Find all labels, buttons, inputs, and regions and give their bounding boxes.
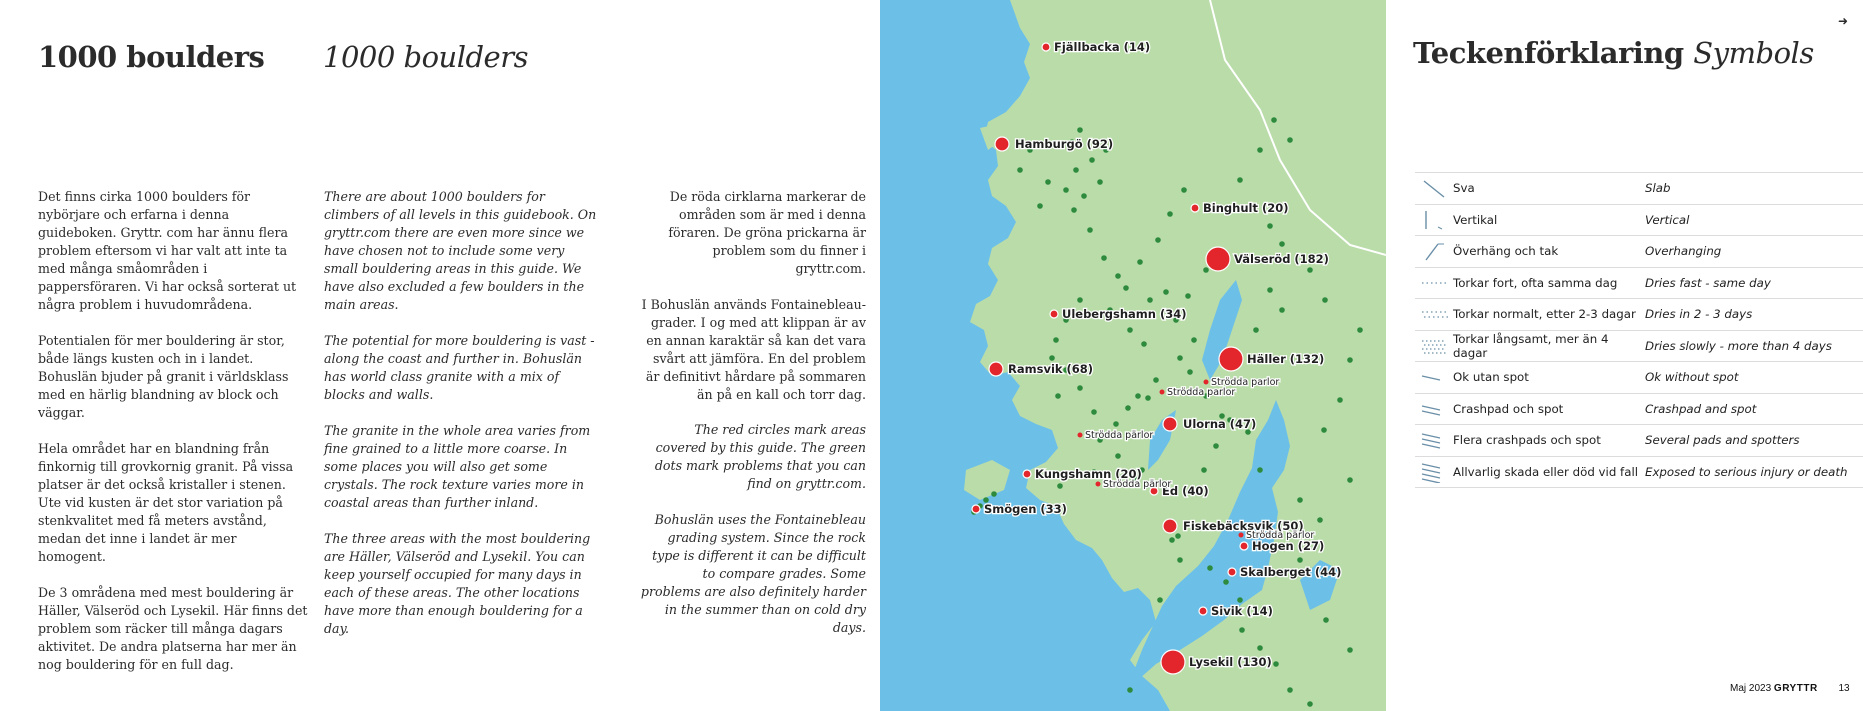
problem-dot[interactable] xyxy=(1207,565,1213,571)
area-marker[interactable] xyxy=(989,362,1003,376)
problem-dot[interactable] xyxy=(1337,397,1343,403)
problem-dot[interactable] xyxy=(1287,137,1293,143)
problem-dot[interactable] xyxy=(1101,255,1107,261)
problem-dot[interactable] xyxy=(1307,701,1313,707)
area-label: Lysekil (130) xyxy=(1189,655,1272,669)
dries-slow-icon xyxy=(1415,335,1453,357)
legend-label-sv: Flera crashpads och spot xyxy=(1453,433,1601,448)
problem-dot[interactable] xyxy=(1297,557,1303,563)
map-notes-sv xyxy=(640,188,866,422)
area-marker[interactable] xyxy=(1050,310,1058,318)
problem-dot[interactable] xyxy=(1317,517,1323,523)
problem-dot[interactable] xyxy=(1017,167,1023,173)
problem-dot[interactable] xyxy=(1037,203,1043,209)
problem-dot[interactable] xyxy=(1091,409,1097,415)
legend-label-sv: Överhäng och tak xyxy=(1453,244,1559,259)
problem-dot[interactable] xyxy=(1153,377,1159,383)
area-marker[interactable] xyxy=(995,137,1009,151)
legend-row xyxy=(1415,267,1863,299)
area-label: Hogen (27) xyxy=(1252,539,1325,553)
problem-dot[interactable] xyxy=(1347,647,1353,653)
area-marker[interactable] xyxy=(1228,568,1236,576)
slab-icon xyxy=(1415,177,1453,199)
notes-en-paragraph-1: The red circles mark areas covered by this guide. The green dots mark problems that you can find on gryttr.com. xyxy=(654,422,866,491)
area-marker[interactable] xyxy=(1199,607,1207,615)
area-label: Ulorna (47) xyxy=(1183,417,1257,431)
problem-dot[interactable] xyxy=(1321,427,1327,433)
problem-dot[interactable] xyxy=(1049,355,1055,361)
problem-dot[interactable] xyxy=(1087,227,1093,233)
vertical-icon xyxy=(1415,209,1453,231)
legend-label-en: Overhanging xyxy=(1645,244,1722,259)
problem-dot[interactable] xyxy=(1223,579,1229,585)
several-pads-icon xyxy=(1415,429,1453,451)
problem-dot[interactable] xyxy=(1287,687,1293,693)
scattered-marker[interactable] xyxy=(1204,380,1209,385)
legend-heading xyxy=(1413,36,1814,70)
problem-dot[interactable] xyxy=(1347,357,1353,363)
problem-dot[interactable] xyxy=(1177,355,1183,361)
problem-dot[interactable] xyxy=(1181,187,1187,193)
sv-paragraph-2: Potentialen för mer bouldering är stor, både längs kusten och in i landet. Bohuslän bjuder på granit i världsklass med en härlig blandning av block och väggar. xyxy=(38,333,289,420)
scattered-label: Strödda pärlor xyxy=(1246,530,1315,541)
notes-en-paragraph-2: Bohuslän uses the Fontainebleau grading system. Since the rock type is different it can be difficult to compare grades. Some problems are also definitely harder in the summer than on cold dry days. xyxy=(640,512,866,635)
problem-dot[interactable] xyxy=(1163,289,1169,295)
problem-dot[interactable] xyxy=(1239,627,1245,633)
problem-dot[interactable] xyxy=(1071,207,1077,213)
area-marker[interactable] xyxy=(1161,650,1185,674)
scattered-marker[interactable] xyxy=(1160,390,1165,395)
footer-date: Maj 2023 xyxy=(1730,683,1772,694)
problem-dot[interactable] xyxy=(1297,497,1303,503)
problem-dot[interactable] xyxy=(1237,177,1243,183)
legend-row xyxy=(1415,298,1863,330)
problem-dot[interactable] xyxy=(1115,273,1121,279)
problem-dot[interactable] xyxy=(1077,127,1083,133)
footer xyxy=(1730,683,1850,694)
sv-paragraph-3: Hela området har en blandning från finkornig till grovkornig granit. På vissa platser är det också kristaller i stenen. Ute vid kusten är det stor variation på stenkvalitet med få meters avstånd, medan det inne i landet är mer homogent. xyxy=(38,441,294,564)
overview-map[interactable] xyxy=(880,0,1386,711)
area-marker[interactable] xyxy=(1219,347,1243,371)
problem-dot[interactable] xyxy=(1267,287,1273,293)
problem-dot[interactable] xyxy=(1053,337,1059,343)
footer-page-number: 13 xyxy=(1838,683,1850,694)
problem-dot[interactable] xyxy=(1185,293,1191,299)
no-spot-icon xyxy=(1415,366,1453,388)
problem-dot[interactable] xyxy=(1257,645,1263,651)
legend-table xyxy=(1415,172,1863,488)
problem-dot[interactable] xyxy=(1177,557,1183,563)
legend-row xyxy=(1415,424,1863,456)
footer-brand: GRYTTR xyxy=(1773,683,1818,694)
legend-label-en: Slab xyxy=(1645,181,1671,196)
map-notes-en xyxy=(640,421,866,655)
legend-label-en: Dries fast - same day xyxy=(1645,275,1771,290)
en-paragraph-2: The potential for more bouldering is vast - along the coast and further in. Bohuslän has world class granite with a mix of blocks and walls. xyxy=(324,333,595,402)
problem-dot[interactable] xyxy=(1323,617,1329,623)
problem-dot[interactable] xyxy=(1167,211,1173,217)
problem-dot[interactable] xyxy=(1257,467,1263,473)
legend-label-sv: Vertikal xyxy=(1453,212,1498,227)
legend-label-en: Vertical xyxy=(1645,212,1690,227)
notes-sv-paragraph-1: De röda cirklarna markerar de områden som är med i denna föraren. De gröna prickarna är problem som du finner i gryttr.com. xyxy=(668,189,866,276)
problem-dot[interactable] xyxy=(1077,385,1083,391)
problem-dot[interactable] xyxy=(1271,117,1277,123)
legend-label-sv: Torkar normalt, etter 2-3 dagar xyxy=(1453,307,1636,322)
legend-row xyxy=(1415,172,1863,204)
scattered-label: Strödda parlor xyxy=(1167,387,1236,398)
problem-dot[interactable] xyxy=(1113,421,1119,427)
legend-label-sv: Torkar fort, ofta samma dag xyxy=(1453,275,1618,290)
legend-label-en: Dries in 2 - 3 days xyxy=(1645,307,1753,322)
page-title-en: 1000 boulders xyxy=(323,40,528,74)
problem-dot[interactable] xyxy=(1187,369,1193,375)
problem-dot[interactable] xyxy=(1201,467,1207,473)
problem-dot[interactable] xyxy=(1147,297,1153,303)
area-label: Skalberget (44) xyxy=(1240,565,1342,579)
problem-dot[interactable] xyxy=(1127,327,1133,333)
problem-dot[interactable] xyxy=(1073,167,1079,173)
legend-label-sv: Ok utan spot xyxy=(1453,370,1529,385)
en-paragraph-3: The granite in the whole area varies from fine grained to a little more coarse. In some places you will also get some crystals. The rock texture varies more in coastal areas than further inland. xyxy=(324,423,591,510)
problem-dot[interactable] xyxy=(1357,327,1363,333)
area-label: Binghult (20) xyxy=(1203,201,1289,215)
dries-normal-icon xyxy=(1415,303,1453,325)
problem-dot[interactable] xyxy=(1257,147,1263,153)
problem-dot[interactable] xyxy=(1057,483,1063,489)
problem-dot[interactable] xyxy=(1253,327,1259,333)
area-marker[interactable] xyxy=(1163,417,1177,431)
scattered-marker[interactable] xyxy=(1239,533,1244,538)
en-paragraph-4: The three areas with the most bouldering are Häller, Välseröd and Lysekil. You can keep yourself occupied for many days in each of these areas. The other locations have more than enough bouldering for a day. xyxy=(324,531,591,636)
problem-dot[interactable] xyxy=(1135,393,1141,399)
scattered-label: Strödda pärlor xyxy=(1103,479,1172,490)
sv-paragraph-1: Det finns cirka 1000 boulders för nybörjare och erfarna i denna guideboken. Gryttr. com har ännu flera problem eftersom vi har valt att inte ta med många småområden i pappersföraren. Vi har också sorterat ut några problem i huvudområdena. xyxy=(38,189,297,312)
crashpad-icon xyxy=(1415,398,1453,420)
area-label: Välseröd (182) xyxy=(1234,252,1329,266)
area-label: Fjällbacka (14) xyxy=(1054,40,1151,54)
problem-dot[interactable] xyxy=(1279,307,1285,313)
problem-dot[interactable] xyxy=(1145,395,1151,401)
page-title-sv: 1000 boulders xyxy=(38,40,265,74)
scattered-marker[interactable] xyxy=(1096,482,1101,487)
area-label: Smögen (33) xyxy=(984,502,1067,516)
arrow-right-icon[interactable]: ➜ xyxy=(1838,14,1849,28)
legend-label-en: Dries slowly - more than 4 days xyxy=(1645,338,1832,353)
legend-label-sv: Torkar långsamt, mer än 4 dagar xyxy=(1453,331,1609,360)
legend-label-sv: Crashpad och spot xyxy=(1453,401,1564,416)
scattered-label: Strödda pärlor xyxy=(1085,430,1154,441)
legend-row xyxy=(1415,361,1863,393)
problem-dot[interactable] xyxy=(1169,537,1175,543)
legend-row xyxy=(1415,330,1863,362)
area-marker[interactable] xyxy=(1163,519,1177,533)
area-marker[interactable] xyxy=(1042,43,1050,51)
sv-paragraph-4: De 3 områdena med mest bouldering är Häller, Välseröd och Lysekil. Här finns det problem som räcker till många dagars aktivitet. De andra platserna har mer än nog bouldering för en full dag. xyxy=(38,585,308,672)
problem-dot[interactable] xyxy=(1191,337,1197,343)
area-marker[interactable] xyxy=(1191,204,1199,212)
problem-dot[interactable] xyxy=(1155,237,1161,243)
problem-dot[interactable] xyxy=(991,491,997,497)
legend-title-italic: Symbols xyxy=(1693,36,1814,70)
legend-row xyxy=(1415,204,1863,236)
problem-dot[interactable] xyxy=(1137,259,1143,265)
legend-row xyxy=(1415,235,1863,267)
problem-dot[interactable] xyxy=(1213,443,1219,449)
area-label: Kungshamn (20) xyxy=(1035,467,1142,481)
problem-dot[interactable] xyxy=(1123,285,1129,291)
problem-dot[interactable] xyxy=(1063,187,1069,193)
legend-label-en: Ok without spot xyxy=(1645,370,1739,385)
area-label: Hamburgö (92) xyxy=(1015,137,1114,151)
legend-label-en: Exposed to serious injury or death xyxy=(1645,464,1848,479)
problem-dot[interactable] xyxy=(1279,241,1285,247)
problem-dot[interactable] xyxy=(1203,267,1209,273)
problem-dot[interactable] xyxy=(1097,179,1103,185)
area-marker[interactable] xyxy=(1240,542,1248,550)
problem-dot[interactable] xyxy=(1347,477,1353,483)
area-marker[interactable] xyxy=(972,505,980,513)
area-marker[interactable] xyxy=(1023,470,1031,478)
legend-label-sv: Allvarlig skada eller död vid fall xyxy=(1453,464,1638,479)
legend-label-en: Crashpad and spot xyxy=(1645,401,1757,416)
area-marker[interactable] xyxy=(1206,247,1230,271)
problem-dot[interactable] xyxy=(1322,297,1328,303)
problem-dot[interactable] xyxy=(1127,687,1133,693)
dries-fast-icon xyxy=(1415,272,1453,294)
legend-label-sv: Sva xyxy=(1453,181,1475,196)
problem-dot[interactable] xyxy=(1045,179,1051,185)
problem-dot[interactable] xyxy=(1115,453,1121,459)
area-label: Sivik (14) xyxy=(1211,604,1273,618)
area-label: Ed (40) xyxy=(1162,484,1209,498)
problem-dot[interactable] xyxy=(1157,597,1163,603)
problem-dot[interactable] xyxy=(1089,157,1095,163)
problem-dot[interactable] xyxy=(1055,393,1061,399)
area-label: Häller (132) xyxy=(1247,352,1325,366)
overhang-icon xyxy=(1415,240,1453,262)
area-label: Fiskebäcksvik (50) xyxy=(1183,519,1304,533)
serious-injury-icon xyxy=(1415,461,1453,483)
legend-label-en: Several pads and spotters xyxy=(1645,433,1800,448)
problem-dot[interactable] xyxy=(1141,341,1147,347)
scattered-marker[interactable] xyxy=(1078,433,1083,438)
area-label: Ulebergshamn (34) xyxy=(1062,307,1187,321)
problem-dot[interactable] xyxy=(1077,297,1083,303)
legend-row xyxy=(1415,393,1863,425)
problem-dot[interactable] xyxy=(1125,405,1131,411)
problem-dot[interactable] xyxy=(1175,533,1181,539)
english-text-column xyxy=(324,188,598,656)
problem-dot[interactable] xyxy=(1237,597,1243,603)
problem-dot[interactable] xyxy=(1267,223,1273,229)
swedish-text-column xyxy=(38,188,308,692)
problem-dot[interactable] xyxy=(1273,661,1279,667)
scattered-label: Strödda parlor xyxy=(1211,377,1280,388)
problem-dot[interactable] xyxy=(1307,267,1313,273)
area-label: Ramsvik (68) xyxy=(1008,362,1094,376)
legend-title: Teckenförklaring xyxy=(1413,36,1684,70)
problem-dot[interactable] xyxy=(1081,193,1087,199)
notes-sv-paragraph-2: I Bohuslän används Fontainebleau-grader. I og med att klippan är av en annan karaktär så kan det vara svårt att jämföra. En del problem är definitivt hårdare på sommaren än på en kall och torr dag. xyxy=(641,297,866,402)
legend-row xyxy=(1415,456,1863,489)
en-paragraph-1: There are about 1000 boulders for climbers of all levels in this guidebook. On gryttr.com there are even more since we have chosen not to include some very small bouldering areas in this guide. We have also excluded a few boulders in the main areas. xyxy=(324,189,597,312)
